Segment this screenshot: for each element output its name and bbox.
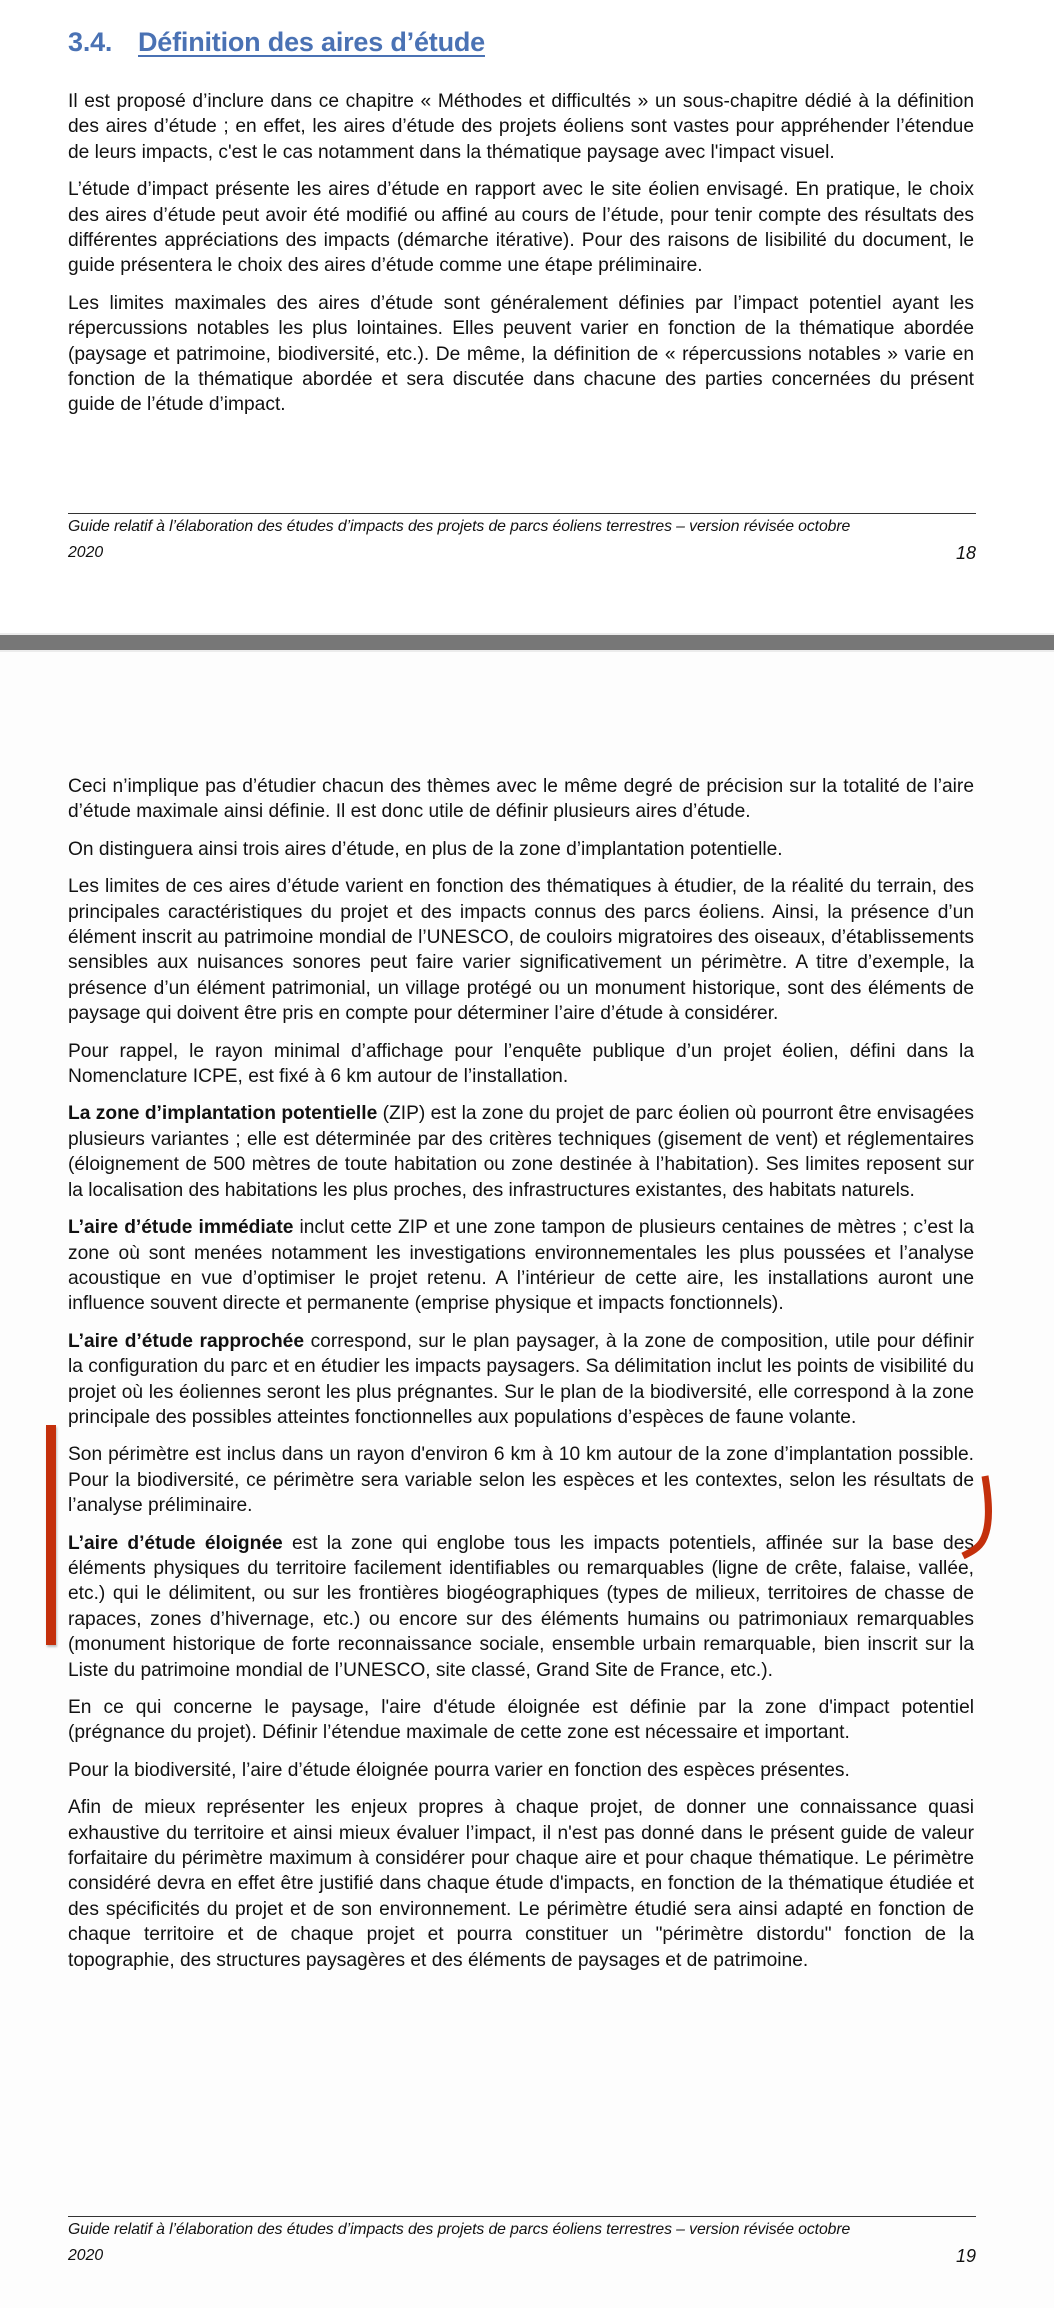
paragraph xyxy=(68,1101,974,1203)
paragraph xyxy=(68,177,974,279)
paragraph xyxy=(68,1758,974,1783)
paragraph xyxy=(68,837,974,862)
page-separator xyxy=(0,633,1054,652)
paragraph-text: est la zone qui englobe tous les impacts potentiels, affinée sur la base des éléments physiques du territoire facilement identifiables ou remarquables (ligne de crête, falaise, vallée, etc.) qui le délimitent, ou sur les frontières biogéographiques (types de milieux, territoires de chasse de rapaces, zones d’hivernage, etc.) ou encore sur des éléments humains ou patrimoniaux remarquables (monument historique de forte reconnaissance sociale, ensemble urbain remarquable, bien inscrit sur la Liste du patrimoine mondial de l’UNESCO, site classé, Grand Site de France, etc.). xyxy=(68,1532,974,1681)
section-number: 3.4. xyxy=(68,27,113,57)
paragraph-text: Pour la biodiversité, l’aire d’étude éloignée pourra varier en fonction des espèces présentes. xyxy=(68,1759,850,1781)
paragraph-text: Son périmètre est inclus dans un rayon d'environ 6 km à 10 km autour de la zone d’implantation possible. Pour la biodiversité, ce périmètre sera variable selon les espèces et les contextes, selon les résultats de l’analyse préliminaire. xyxy=(68,1444,974,1517)
paragraph-text: En ce qui concerne le paysage, l'aire d'étude éloignée est définie par la zone d'impact potentiel (prégnance du projet). Définir l’étendue maximale de cette zone est nécessaire et important. xyxy=(68,1697,974,1744)
paragraph-text: Afin de mieux représenter les enjeux propres à chaque projet, de donner une connaissance quasi exhaustive du territoire et ainsi mieux évaluer l’impact, il n'est pas donné dans le présent guide de valeur forfaitaire du périmètre maximum à considérer pour chaque aire et pour chaque thématique. Le périmètre considéré devra en effet être justifié dans chaque étude d'impacts, en fonction de la thématique étudiée et des spécificités du projet et de son environnement. Le périmètre étudié sera ainsi adapté en fonction de chaque territoire et de chaque projet et pourra constituer un "périmètre distordu" fonction de la topographie, des structures paysagères et des éléments de paysages et de patrimoine. xyxy=(68,1797,974,1971)
paragraph xyxy=(68,874,974,1026)
annotation-bracket-mark xyxy=(955,1470,995,1560)
paragraph xyxy=(68,1039,974,1090)
paragraph xyxy=(68,774,974,825)
footer-year: 2020 xyxy=(68,544,104,561)
page-number: 19 xyxy=(955,2246,976,2266)
page-number: 18 xyxy=(955,543,976,563)
paragraph xyxy=(68,1442,974,1518)
paragraph-text: On distinguera ainsi trois aires d’étude, en plus de la zone d’implantation potentielle. xyxy=(68,838,783,860)
paragraph-text: (ZIP) est la zone du projet de parc éolien où pourront être envisagées plusieurs variantes ; elle est déterminée par des critères techniques (gisement de vent) et réglementaires (éloignement de 500 mètres de toute habitation ou zone destinée à l’habitation). Ses limites reposent sur la localisation des habitations les plus proches, des infrastructures existantes, des habitats naturels. xyxy=(68,1103,974,1201)
paragraph xyxy=(68,291,974,418)
document-page-18 xyxy=(0,0,1054,633)
paragraph xyxy=(68,1215,974,1317)
footer-year: 2020 xyxy=(68,2247,104,2264)
page-body xyxy=(68,89,974,430)
annotation-margin-bar xyxy=(46,1425,56,1645)
paragraph-bold-term: L’aire d’étude immédiate xyxy=(68,1217,294,1239)
paragraph xyxy=(68,89,974,165)
paragraph-text: Il est proposé d’inclure dans ce chapitre « Méthodes et difficultés » un sous-chapitre dédié à la définition des aires d’étude ; en effet, les aires d’étude des projets éoliens sont vastes pour appréhender l’étendue de leurs impacts, c'est le cas notamment dans la thématique paysage avec l'impact visuel. xyxy=(68,91,974,163)
paragraph xyxy=(68,1795,974,1973)
paragraph-text: inclut cette ZIP et une zone tampon de plusieurs centaines de mètres ; c’est la zone où sont menées notamment les investigations environnementales les plus poussées et l’analyse acoustique en vue d’optimiser le projet retenu. A l’intérieur de cette aire, les installations auront une influence souvent directe et permanente (emprise physique et impacts fonctionnels). xyxy=(68,1217,974,1315)
paragraph-bold-term: La zone d’implantation potentielle xyxy=(68,1103,378,1125)
paragraph-text: Les limites de ces aires d’étude varient en fonction des thématiques à étudier, de la réalité du terrain, des principales caractéristiques du projet et des impacts connus des parcs éoliens. Ainsi, la présence d’un élément inscrit au patrimoine mondial de l’UNESCO, de couloirs migratoires des oiseaux, d’établissements sensibles aux nuisances sonores peut faire varier significativement un périmètre. A titre d’exemple, la présence d’un élément patrimonial, un village protégé ou un monument historique, sont des éléments de paysage qui doivent être pris en compte pour déterminer l’aire d’étude à considérer. xyxy=(68,876,974,1025)
section-title: Définition des aires d’étude xyxy=(138,27,485,57)
footer-title: Guide relatif à l’élaboration des études d’impacts des projets de parcs éoliens terrestres – version révisée octobre xyxy=(68,2221,851,2238)
paragraph-bold-term: L’aire d’étude rapprochée xyxy=(68,1330,305,1352)
footer-title: Guide relatif à l’élaboration des études d’impacts des projets de parcs éoliens terrestres – version révisée octobre xyxy=(68,518,851,535)
page-footer xyxy=(68,513,976,566)
paragraph xyxy=(68,1695,974,1746)
paragraph-text: Pour rappel, le rayon minimal d’affichage pour l’enquête publique d’un projet éolien, défini dans la Nomenclature ICPE, est fixé à 6 km autour de l’installation. xyxy=(68,1040,974,1088)
paragraph xyxy=(68,1329,974,1431)
page-body xyxy=(68,774,974,1985)
paragraph xyxy=(68,1531,974,1683)
paragraph-text: L’étude d’impact présente les aires d’étude en rapport avec le site éolien envisagé. En pratique, le choix des aires d’étude peut avoir été modifié ou affiné au cours de l’étude, pour tenir compte des résultats des différentes appréciations des impacts (démarche itérative). Pour des raisons de lisibilité du document, le guide présentera le choix des aires d’étude comme une étape préliminaire. xyxy=(68,179,974,277)
paragraph-text: Ceci n’implique pas d’étudier chacun des thèmes avec le même degré de précision sur la totalité de l’aire d’étude maximale ainsi définie. Il est donc utile de définir plusieurs aires d’étude. xyxy=(68,776,974,823)
section-heading xyxy=(68,27,485,58)
paragraph-text: Les limites maximales des aires d’étude sont généralement définies par l’impact potentiel ayant les répercussions notables les plus lointaines. Elles peuvent varier en fonction de la thématique abordée (paysage et patrimoine, biodiversité, etc.). De même, la définition de « répercussions notables » varie en fonction de la thématique abordée et sera discutée dans chacune des parties concernées du présent guide de l’étude d’impact. xyxy=(68,292,974,416)
paragraph-text: correspond, sur le plan paysager, à la zone de composition, utile pour définir la configuration du parc et en étudier les impacts paysagers. Sa délimitation inclut les points de visibilité du projet où les éoliennes seront les plus prégnantes. Sur le plan de la biodiversité, elle correspond à la zone principale des possibles atteintes fonctionnelles aux populations d’espèces de faune volante. xyxy=(68,1330,974,1428)
page-footer xyxy=(68,2216,976,2269)
paragraph-bold-term: L’aire d’étude éloignée xyxy=(68,1532,283,1554)
document-page-19 xyxy=(0,652,1054,2308)
